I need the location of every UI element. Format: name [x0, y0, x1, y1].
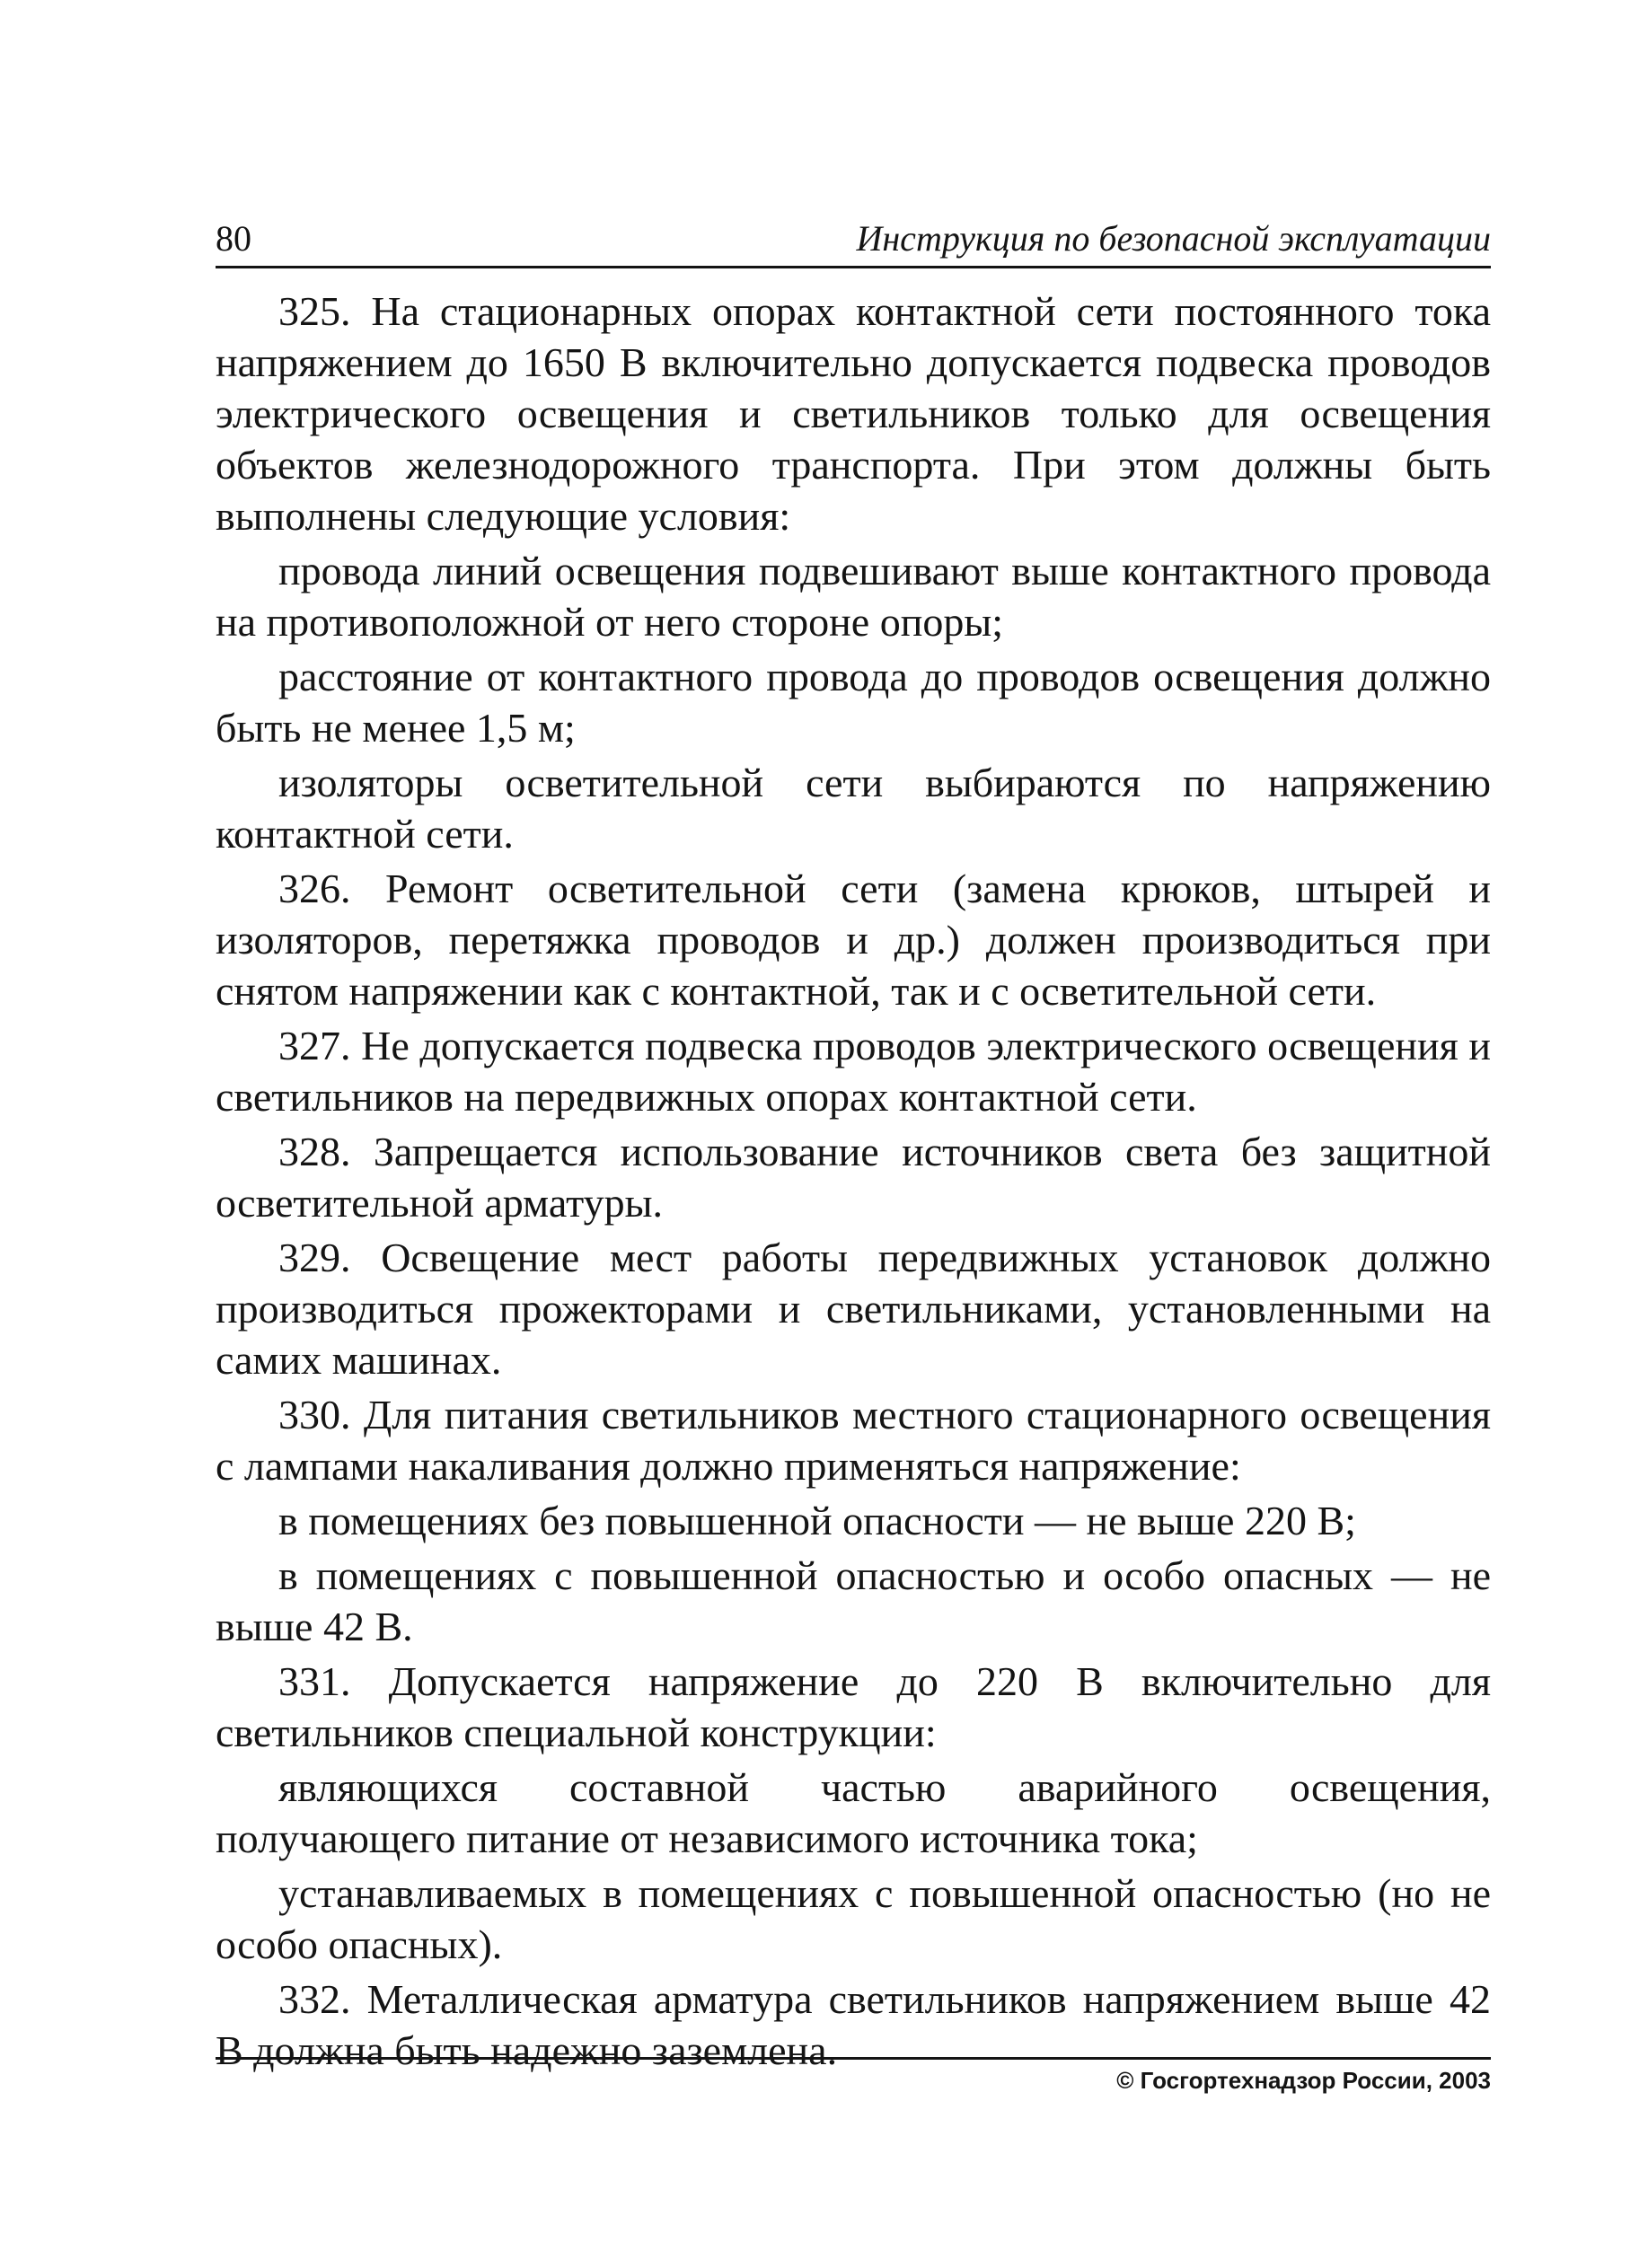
- paragraph: в помещениях с повышенной опасностью и особо опасных — не выше 42 В.: [216, 1552, 1491, 1649]
- running-title: Инструкция по безопасной эксплуатации: [856, 218, 1491, 259]
- body-text: [216, 286, 1491, 2079]
- paragraph: 330. Для питания светильников местного стационарного освещения с лампами накаливания должно применяться напряжение:: [216, 1392, 1491, 1489]
- paragraph: 329. Освещение мест работы передвижных установок должно производиться прожекторами и светильниками, установленными на самих машинах.: [216, 1235, 1491, 1383]
- running-header: [216, 215, 1491, 268]
- page-number: 80: [216, 218, 251, 259]
- paragraph: 332. Металлическая арматура светильников напряжением выше 42 В должна быть надежно заземлена.: [216, 1976, 1491, 2073]
- paragraph: 326. Ремонт осветительной сети (замена крюков, штырей и изоляторов, перетяжка проводов и др.) должен производиться при снятом напряжении как с контактной, так и с осветительной сети.: [216, 866, 1491, 1014]
- paragraph: 328. Запрещается использование источников света без защитной осветительной арматуры.: [216, 1129, 1491, 1226]
- paragraph: 325. На стационарных опорах контактной сети постоянного тока напряжением до 1650 В включительно допускается подвеска проводов электрического освещения и светильников только для освещения объектов железнодорожного транспорта. При этом должны быть выполнены следующие условия:: [216, 288, 1491, 539]
- paragraph: изоляторы осветительной сети выбираются по напряжению контактной сети.: [216, 760, 1491, 857]
- paragraph: устанавливаемых в помещениях с повышенной опасностью (но не особо опасных).: [216, 1870, 1491, 1967]
- copyright-footer: © Госгортехнадзор России, 2003: [1116, 2067, 1491, 2094]
- footer-divider: [216, 2057, 1491, 2060]
- paragraph: являющихся составной частью аварийного освещения, получающего питание от независимого источника тока;: [216, 1764, 1491, 1861]
- paragraph: расстояние от контактного провода до проводов освещения должно быть не менее 1,5 м;: [216, 654, 1491, 751]
- paragraph: 331. Допускается напряжение до 220 В включительно для светильников специальной конструкции:: [216, 1658, 1491, 1755]
- paragraph: провода линий освещения подвешивают выше контактного провода на противоположной от него стороне опоры;: [216, 548, 1491, 645]
- paragraph: в помещениях без повышенной опасности — не выше 220 В;: [278, 1498, 1356, 1543]
- paragraph: 327. Не допускается подвеска проводов электрического освещения и светильников на передвижных опорах контактной сети.: [216, 1023, 1491, 1120]
